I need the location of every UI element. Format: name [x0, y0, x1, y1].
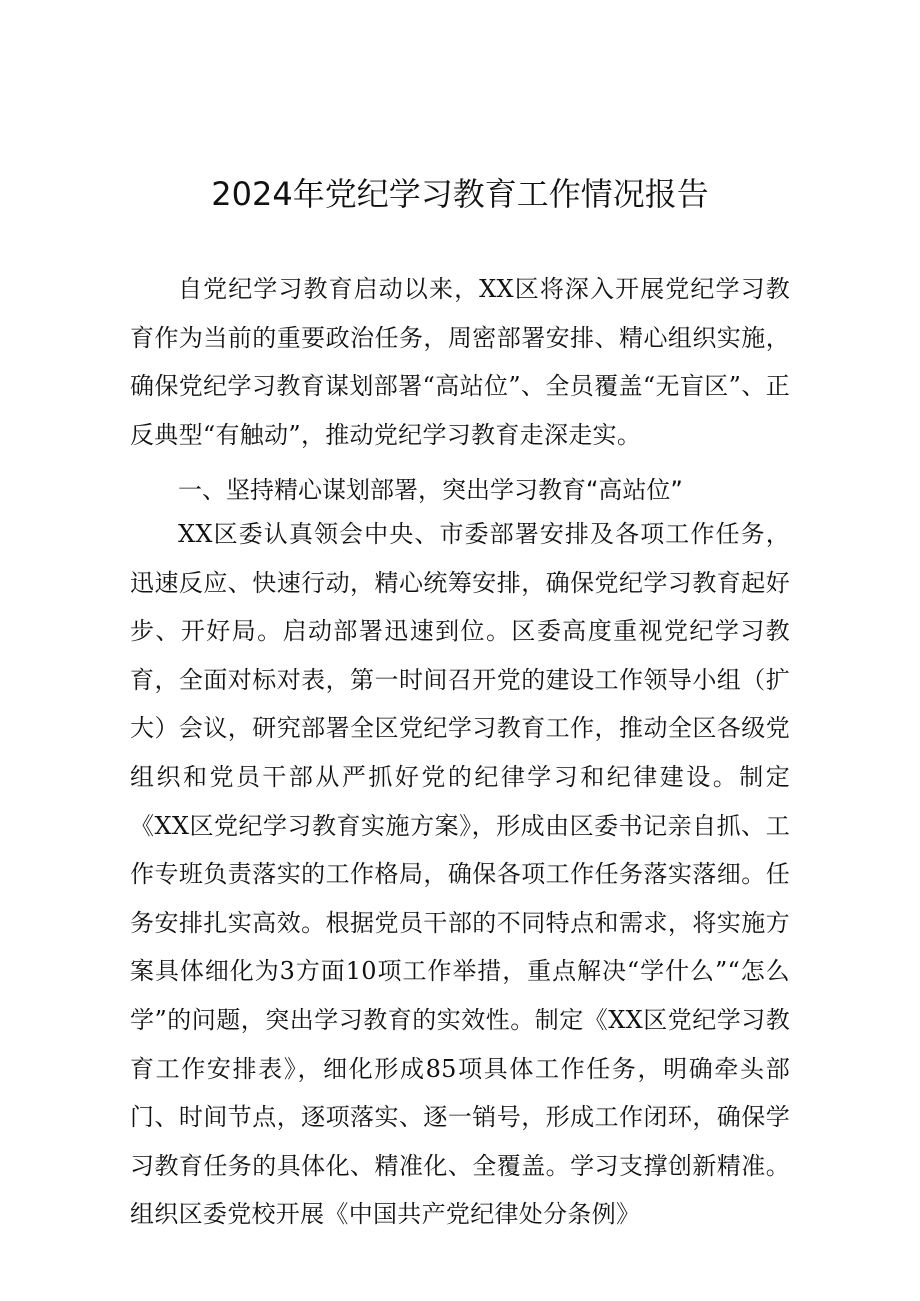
section-1-body-paragraph: XX区委认真领会中央、市委部署安排及各项工作任务，迅速反应、快速行动，精心统筹安排，确保党纪学习教育起好步、开好局。启动部署迅速到位。区委高度重视党纪学习教育，全面对标对表，第一时间召开党的建设工作领导小组（扩大）会议，研究部署全区党纪学习教育工作，推动全区各级党组织和党员干部从严抓好党的纪律学习和纪律建设。制定《XX区党纪学习教育实施方案》，形成由区委书记亲自抓、工作专班负责落实的工作格局，确保各项工作任务落实落细。任务安排扎实高效。根据党员干部的不同特点和需求，将实施方案具体细化为3方面10项工作举措，重点解决“学什么”“怎么学”的问题，突出学习教育的实效性。制定《XX区党纪学习教育工作安排表》，细化形成85项具体工作任务，明确牵头部门、时间节点，逐项落实、逐一销号，形成工作闭环，确保学习教育任务的具体化、精准化、全覆盖。学习支撑创新精准。组织区委党校开展《中国共产党纪律处分条例》: [130, 520, 790, 1229]
section-heading-1: 一、坚持精心谋划部署，突出学习教育“高站位”: [178, 476, 683, 504]
intro-paragraph: 自党纪学习教育启动以来，XX区将深入开展党纪学习教育作为当前的重要政治任务，周密部署安排、精心组织实施，确保党纪学习教育谋划部署“高站位”、全员覆盖“无盲区”、正反典型“有触动”，推动党纪学习教育走深走实。: [130, 275, 790, 449]
document-title: 2024年党纪学习教育工作情况报告: [211, 175, 709, 213]
